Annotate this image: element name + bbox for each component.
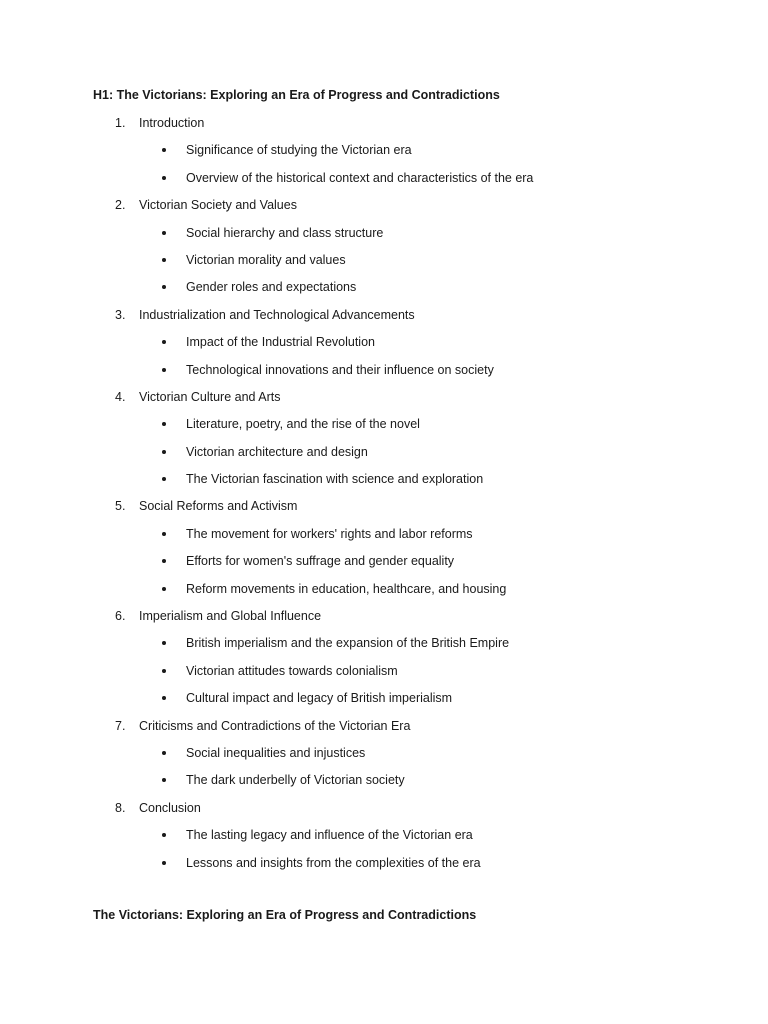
section-number: 4. — [115, 389, 126, 404]
section-title: Social Reforms and Activism — [139, 499, 298, 514]
bullet-list — [0, 142, 768, 197]
bullet-text: Lessons and insights from the complexities of the era — [186, 855, 481, 870]
section-row — [0, 800, 768, 827]
bullet-dot-icon — [162, 641, 166, 645]
section-number: 7. — [115, 718, 126, 733]
bullet-dot-icon — [162, 559, 166, 563]
section-row — [0, 389, 768, 416]
bullet-text: The dark underbelly of Victorian society — [186, 773, 405, 788]
section-title: Victorian Culture and Arts — [139, 389, 281, 404]
bullet-dot-icon — [162, 148, 166, 152]
bullet-text: Victorian architecture and design — [186, 444, 368, 459]
section-number: 2. — [115, 198, 126, 213]
bullet-text: Efforts for women's suffrage and gender equality — [186, 554, 455, 569]
bullet-item — [0, 690, 768, 717]
bullet-text: Victorian morality and values — [186, 252, 346, 267]
outline-section — [0, 115, 768, 197]
section-number: 5. — [115, 499, 126, 514]
section-title: Victorian Society and Values — [139, 198, 297, 213]
bullet-dot-icon — [162, 532, 166, 536]
bullet-item — [0, 635, 768, 662]
bullet-text: Significance of studying the Victorian era — [186, 143, 412, 158]
bullet-list — [0, 526, 768, 608]
bullet-item — [0, 772, 768, 799]
bullet-text: Social inequalities and injustices — [186, 745, 366, 760]
bullet-dot-icon — [162, 285, 166, 289]
bullet-list — [0, 334, 768, 389]
bullet-text: Victorian attitudes towards colonialism — [186, 663, 398, 678]
bullet-item — [0, 444, 768, 471]
section-row — [0, 718, 768, 745]
bullet-text: Reform movements in education, healthcare, and housing — [186, 581, 507, 596]
bullet-dot-icon — [162, 751, 166, 755]
bullet-text: Gender roles and expectations — [186, 280, 357, 295]
bullet-item — [0, 471, 768, 498]
section-row — [0, 115, 768, 142]
outline-section — [0, 718, 768, 800]
bullet-item — [0, 279, 768, 306]
bullet-dot-icon — [162, 833, 166, 837]
bullet-item — [0, 142, 768, 169]
bullet-text: The movement for workers' rights and labor reforms — [186, 526, 473, 541]
bullet-dot-icon — [162, 231, 166, 235]
bullet-item — [0, 581, 768, 608]
bullet-list — [0, 416, 768, 498]
outline-section — [0, 197, 768, 307]
bullet-item — [0, 526, 768, 553]
section-row — [0, 608, 768, 635]
bullet-dot-icon — [162, 696, 166, 700]
bullet-dot-icon — [162, 669, 166, 673]
bullet-item — [0, 225, 768, 252]
section-title: Criticisms and Contradictions of the Victorian Era — [139, 718, 411, 733]
bullet-dot-icon — [162, 450, 166, 454]
section-heading: The Victorians: Exploring an Era of Progress and Contradictions — [93, 908, 477, 922]
section-title: Industrialization and Technological Advancements — [139, 307, 415, 322]
bullet-item — [0, 362, 768, 389]
bullet-dot-icon — [162, 340, 166, 344]
bullet-text: Technological innovations and their influence on society — [186, 362, 494, 377]
section-title: Imperialism and Global Influence — [139, 609, 322, 624]
outline-section — [0, 389, 768, 499]
bullet-item — [0, 745, 768, 772]
bullet-text: Impact of the Industrial Revolution — [186, 335, 375, 350]
bullet-dot-icon — [162, 258, 166, 262]
page-title: H1: The Victorians: Exploring an Era of Progress and Contradictions — [93, 88, 500, 102]
bullet-text: Cultural impact and legacy of British imperialism — [186, 691, 453, 706]
bullet-text: British imperialism and the expansion of the British Empire — [186, 636, 510, 651]
bullet-item — [0, 334, 768, 361]
bullet-dot-icon — [162, 778, 166, 782]
section-number: 3. — [115, 307, 126, 322]
section-number: 6. — [115, 609, 126, 624]
bullet-item — [0, 416, 768, 443]
outline-list — [0, 115, 768, 882]
bullet-dot-icon — [162, 477, 166, 481]
bullet-item — [0, 855, 768, 882]
bullet-list — [0, 635, 768, 717]
outline-section — [0, 307, 768, 389]
bullet-dot-icon — [162, 368, 166, 372]
bullet-text: Overview of the historical context and characteristics of the era — [186, 170, 534, 185]
bullet-list — [0, 827, 768, 882]
section-row — [0, 498, 768, 525]
bullet-dot-icon — [162, 861, 166, 865]
bullet-item — [0, 827, 768, 854]
bullet-text: The lasting legacy and influence of the Victorian era — [186, 828, 473, 843]
bullet-dot-icon — [162, 587, 166, 591]
section-title: Conclusion — [139, 800, 201, 815]
bullet-list — [0, 225, 768, 307]
bullet-item — [0, 170, 768, 197]
bullet-dot-icon — [162, 176, 166, 180]
bullet-text: Social hierarchy and class structure — [186, 225, 384, 240]
bullet-item — [0, 252, 768, 279]
section-row — [0, 307, 768, 334]
outline-section — [0, 498, 768, 608]
bullet-item — [0, 553, 768, 580]
outline-section — [0, 800, 768, 882]
section-row — [0, 197, 768, 224]
bullet-text: Literature, poetry, and the rise of the novel — [186, 417, 420, 432]
section-title: Introduction — [139, 116, 205, 130]
bullet-item — [0, 663, 768, 690]
bullet-list — [0, 745, 768, 800]
section-number: 1. — [115, 116, 126, 130]
bullet-dot-icon — [162, 422, 166, 426]
section-number: 8. — [115, 800, 126, 815]
bullet-text: The Victorian fascination with science and exploration — [186, 472, 484, 487]
outline-section — [0, 608, 768, 718]
